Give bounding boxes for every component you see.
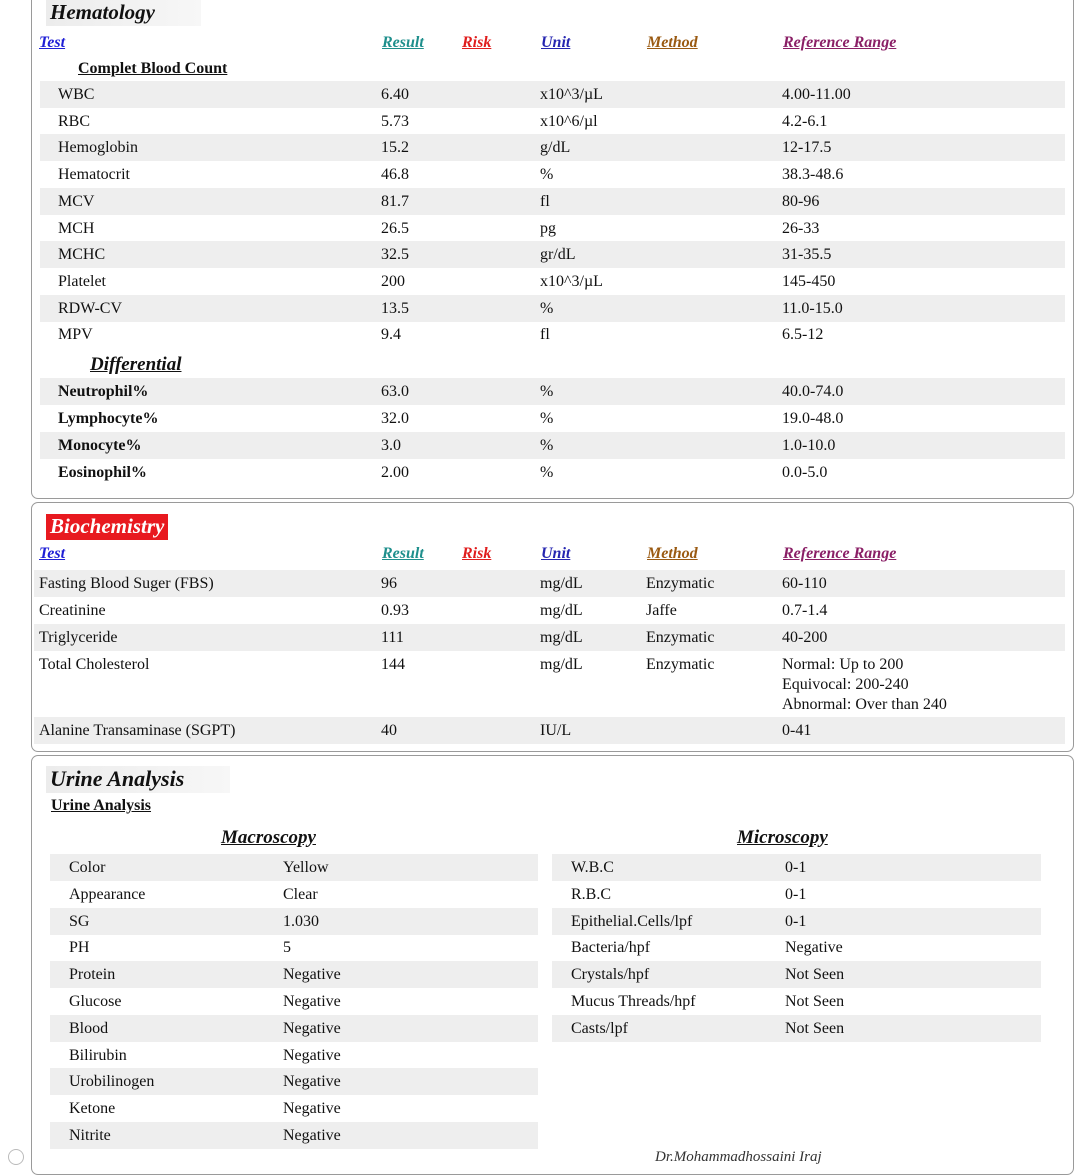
- test-result: 144: [381, 656, 405, 673]
- test-name: RBC: [58, 112, 91, 130]
- test-unit: fl: [540, 192, 550, 210]
- urine-test-value: Negative: [283, 1019, 341, 1037]
- urine-test-name: Color: [69, 859, 106, 876]
- test-name: Platelet: [58, 272, 106, 290]
- table-row: [40, 241, 1065, 268]
- test-result: 96: [381, 575, 397, 592]
- table-row: [34, 651, 1065, 715]
- test-name: WBC: [58, 86, 95, 103]
- test-name: Fasting Blood Suger (FBS): [39, 575, 214, 592]
- table-row: [40, 295, 1065, 322]
- test-name: Total Cholesterol: [39, 656, 150, 673]
- urine-test-value: Negative: [283, 1046, 341, 1064]
- test-result: 111: [381, 629, 404, 646]
- urine-test-value: Yellow: [283, 859, 329, 876]
- table-row: [40, 459, 1065, 486]
- list-item: [552, 908, 1041, 935]
- list-item: [50, 934, 538, 961]
- test-name: Creatinine: [39, 602, 106, 619]
- page-corner-mark: [8, 1149, 24, 1165]
- urine-test-value: Not Seen: [785, 1019, 845, 1037]
- urine-test-name: Blood: [69, 1019, 109, 1037]
- test-unit: g/dL: [540, 139, 571, 157]
- table-row: [40, 161, 1065, 188]
- test-result: 5.73: [381, 112, 409, 130]
- table-row: [40, 405, 1065, 432]
- biochemistry-title: Biochemistry: [46, 514, 168, 540]
- table-row: [40, 134, 1065, 161]
- test-result: 15.2: [381, 139, 409, 157]
- test-result: 200: [381, 272, 405, 290]
- test-unit: mg/dL: [540, 602, 583, 619]
- test-name: Triglyceride: [39, 629, 118, 646]
- test-result: 32.0: [381, 410, 409, 427]
- urine-test-value: Negative: [283, 966, 341, 984]
- list-item: [50, 988, 538, 1015]
- test-name: Neutrophil%: [58, 383, 149, 400]
- table-row: [34, 570, 1065, 597]
- test-unit: mg/dL: [540, 629, 583, 646]
- urine-test-name: R.B.C: [571, 885, 612, 903]
- test-name: MCHC: [58, 246, 106, 264]
- list-item: [552, 934, 1041, 961]
- list-item: [552, 854, 1041, 881]
- header-test: Test: [39, 545, 66, 562]
- test-method: Jaffe: [646, 602, 677, 619]
- list-item: [50, 1042, 538, 1069]
- header-reference-range: Reference Range: [783, 34, 897, 51]
- table-row: [34, 597, 1065, 624]
- test-reference-range-line: Abnormal: Over than 240: [782, 696, 947, 713]
- test-reference-range: 145-450: [782, 272, 836, 290]
- list-item: [552, 881, 1041, 908]
- urine-test-value: Negative: [283, 993, 341, 1010]
- doctor-signature: Dr.Mohammadhossaini Iraj: [655, 1149, 822, 1165]
- table-row: [40, 215, 1065, 242]
- test-reference-range: 11.0-15.0: [782, 299, 843, 317]
- test-reference-range: 40-200: [782, 629, 828, 646]
- header-method: Method: [647, 545, 698, 562]
- test-result: 46.8: [381, 166, 409, 184]
- test-unit: x10^6/µl: [540, 112, 598, 130]
- test-unit: %: [540, 410, 554, 427]
- test-reference-range: 31-35.5: [782, 246, 832, 264]
- test-reference-range: Normal: Up to 200: [782, 656, 904, 673]
- urine-test-name: Bacteria/hpf: [571, 939, 651, 957]
- test-reference-range: 60-110: [782, 575, 827, 592]
- urine-test-value: 1.030: [283, 912, 319, 930]
- test-unit: IU/L: [540, 722, 572, 739]
- test-result: 81.7: [381, 192, 409, 210]
- urine-test-value: Negative: [785, 939, 843, 957]
- test-reference-range: 1.0-10.0: [782, 437, 836, 454]
- test-reference-range-line: Equivocal: 200-240: [782, 676, 909, 693]
- test-reference-range: 4.2-6.1: [782, 112, 828, 130]
- test-result: 32.5: [381, 246, 409, 264]
- urine-test-name: Urobilinogen: [69, 1073, 155, 1091]
- test-result: 63.0: [381, 383, 409, 400]
- hematology-section: [31, 0, 1074, 499]
- table-row: [34, 624, 1065, 651]
- test-reference-range: 19.0-48.0: [782, 410, 844, 427]
- urine-test-name: Protein: [69, 966, 116, 984]
- list-item: [552, 961, 1041, 988]
- test-unit: gr/dL: [540, 246, 576, 264]
- test-name: MPV: [58, 326, 93, 344]
- test-unit: %: [540, 437, 554, 454]
- urine-test-value: 0-1: [785, 885, 807, 903]
- test-unit: fl: [540, 326, 550, 344]
- table-row: [40, 321, 1065, 348]
- test-result: 2.00: [381, 464, 409, 481]
- urine-test-value: 0-1: [785, 859, 807, 876]
- test-result: 40: [381, 722, 397, 739]
- table-row: [40, 268, 1065, 295]
- table-row: [40, 188, 1065, 215]
- urine-test-value: Negative: [283, 1100, 341, 1118]
- test-name: Alanine Transaminase (SGPT): [39, 722, 236, 739]
- test-method: Enzymatic: [646, 629, 715, 646]
- urine-test-name: Crystals/hpf: [571, 966, 650, 984]
- urine-test-name: SG: [69, 912, 90, 930]
- test-reference-range: 40.0-74.0: [782, 383, 844, 400]
- list-item: [50, 1015, 538, 1042]
- test-result: 13.5: [381, 299, 409, 317]
- test-method: Enzymatic: [646, 575, 715, 592]
- urine-test-name: Casts/lpf: [571, 1019, 628, 1037]
- table-row: [40, 108, 1065, 135]
- urine-test-value: Not Seen: [785, 993, 845, 1010]
- header-risk: Risk: [462, 545, 492, 562]
- test-reference-range: 0.7-1.4: [782, 602, 828, 619]
- list-item: [50, 961, 538, 988]
- microscopy-heading: Microscopy: [737, 827, 828, 848]
- test-result: 6.40: [381, 86, 409, 103]
- test-unit: pg: [540, 219, 556, 237]
- test-unit: %: [540, 166, 554, 184]
- urine-test-name: Epithelial.Cells/lpf: [571, 912, 693, 930]
- list-item: [50, 1122, 538, 1149]
- table-row: [40, 81, 1065, 108]
- header-risk: Risk: [462, 34, 492, 51]
- test-name: MCH: [58, 219, 95, 237]
- test-unit: mg/dL: [540, 575, 583, 592]
- header-unit: Unit: [541, 34, 571, 51]
- list-item: [552, 1015, 1041, 1042]
- header-method: Method: [647, 34, 698, 51]
- test-reference-range: 38.3-48.6: [782, 166, 844, 184]
- urine-test-value: 0-1: [785, 912, 807, 930]
- test-unit: %: [540, 383, 554, 400]
- urine-test-value: Clear: [283, 885, 318, 903]
- test-reference-range: 4.00-11.00: [782, 86, 851, 103]
- table-row: [40, 378, 1065, 405]
- test-reference-range: 26-33: [782, 219, 820, 237]
- test-unit: %: [540, 299, 554, 317]
- urine-test-value: Negative: [283, 1073, 341, 1091]
- urine-test-name: Glucose: [69, 993, 122, 1010]
- urine-test-name: Bilirubin: [69, 1046, 127, 1064]
- urine-test-value: Not Seen: [785, 966, 845, 984]
- biochemistry-section: [31, 502, 1074, 752]
- list-item: [50, 1068, 538, 1095]
- header-result: Result: [382, 34, 424, 51]
- urine-test-name: Nitrite: [69, 1127, 111, 1144]
- test-name: Monocyte%: [58, 437, 142, 454]
- header-unit: Unit: [541, 545, 571, 562]
- test-name: Eosinophil%: [58, 464, 147, 481]
- header-reference-range: Reference Range: [783, 545, 897, 562]
- urine-subtitle: Urine Analysis: [51, 797, 152, 814]
- table-row: [34, 717, 1065, 744]
- test-result: 26.5: [381, 219, 409, 237]
- test-reference-range: 0.0-5.0: [782, 464, 828, 481]
- test-method: Enzymatic: [646, 656, 715, 673]
- test-result: 9.4: [381, 326, 401, 344]
- urine-test-name: Appearance: [69, 885, 146, 903]
- list-item: [50, 854, 538, 881]
- test-unit: x10^3/µL: [540, 86, 603, 103]
- urine-test-name: PH: [69, 939, 90, 957]
- test-result: 0.93: [381, 602, 409, 619]
- test-result: 3.0: [381, 437, 401, 454]
- test-unit: x10^3/µL: [540, 272, 603, 290]
- test-name: RDW-CV: [58, 299, 122, 317]
- test-reference-range: 80-96: [782, 192, 820, 210]
- list-item: [50, 1095, 538, 1122]
- test-reference-range: 12-17.5: [782, 139, 832, 157]
- header-result: Result: [382, 545, 424, 562]
- urine-test-name: W.B.C: [571, 859, 614, 876]
- urine-test-name: Ketone: [69, 1100, 116, 1118]
- test-reference-range: 0-41: [782, 722, 812, 739]
- test-name: Lymphocyte%: [58, 410, 159, 427]
- list-item: [552, 988, 1041, 1015]
- macroscopy-heading: Macroscopy: [221, 827, 316, 848]
- cbc-heading: Complet Blood Count: [78, 60, 228, 77]
- test-name: Hematocrit: [58, 166, 130, 184]
- list-item: [50, 908, 538, 935]
- list-item: [50, 881, 538, 908]
- test-name: MCV: [58, 192, 95, 210]
- table-row: [40, 432, 1065, 459]
- urine-test-name: Mucus Threads/hpf: [571, 993, 696, 1010]
- urine-test-value: Negative: [283, 1127, 341, 1144]
- test-reference-range: 6.5-12: [782, 326, 824, 344]
- differential-heading: Differential: [90, 354, 182, 375]
- urine-analysis-section: [31, 755, 1074, 1175]
- test-unit: %: [540, 464, 554, 481]
- test-name: Hemoglobin: [58, 139, 138, 157]
- test-unit: mg/dL: [540, 656, 583, 673]
- header-test: Test: [39, 34, 66, 51]
- urine-test-value: 5: [283, 939, 291, 957]
- hematology-title: Hematology: [46, 0, 201, 26]
- urine-title: Urine Analysis: [46, 766, 230, 793]
